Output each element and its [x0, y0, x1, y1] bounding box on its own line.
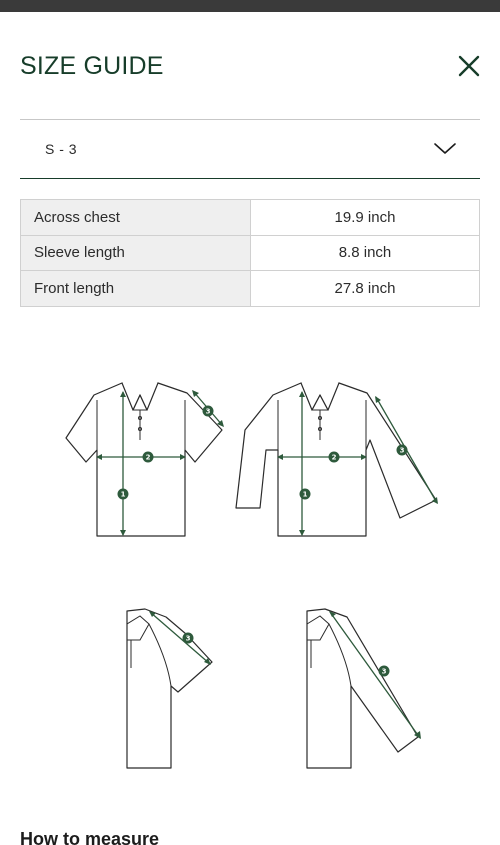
measurement-label: Across chest — [21, 200, 251, 236]
svg-text:1: 1 — [120, 490, 126, 499]
marker-1 — [118, 489, 129, 500]
status-bar — [0, 0, 500, 12]
svg-text:3: 3 — [399, 446, 405, 455]
page-title: SIZE GUIDE — [20, 51, 164, 80]
svg-text:3: 3 — [185, 634, 191, 643]
svg-text:1: 1 — [302, 490, 308, 499]
size-select[interactable] — [20, 119, 480, 179]
table-row — [21, 271, 480, 307]
svg-text:2: 2 — [331, 453, 337, 462]
close-button[interactable] — [456, 53, 482, 79]
measurement-value: 27.8 inch — [251, 271, 480, 307]
long-sleeve-side-diagram — [307, 609, 421, 768]
measurement-label: Sleeve length — [21, 235, 251, 271]
marker-3 — [203, 406, 214, 417]
modal-header — [20, 48, 482, 84]
svg-text:2: 2 — [145, 453, 151, 462]
marker-3 — [379, 666, 390, 677]
svg-text:3: 3 — [381, 667, 387, 676]
how-to-measure-heading: How to measure — [20, 829, 160, 845]
marker-2 — [329, 452, 340, 463]
marker-1 — [300, 489, 311, 500]
measurement-diagram-svg — [0, 370, 500, 810]
measurement-value: 8.8 inch — [251, 235, 480, 271]
close-icon — [458, 55, 480, 77]
size-table — [20, 199, 480, 307]
measurement-label: Front length — [21, 271, 251, 307]
marker-3 — [183, 633, 194, 644]
measurement-value: 19.9 inch — [251, 200, 480, 236]
table-row — [21, 235, 480, 271]
svg-text:3: 3 — [205, 407, 211, 416]
short-sleeve-side-diagram — [127, 609, 212, 768]
marker-2 — [143, 452, 154, 463]
chevron-down-icon — [434, 142, 456, 156]
table-row — [21, 200, 480, 236]
marker-3 — [397, 445, 408, 456]
size-select-value: S - 3 — [45, 141, 78, 157]
measurement-diagrams — [0, 370, 500, 810]
